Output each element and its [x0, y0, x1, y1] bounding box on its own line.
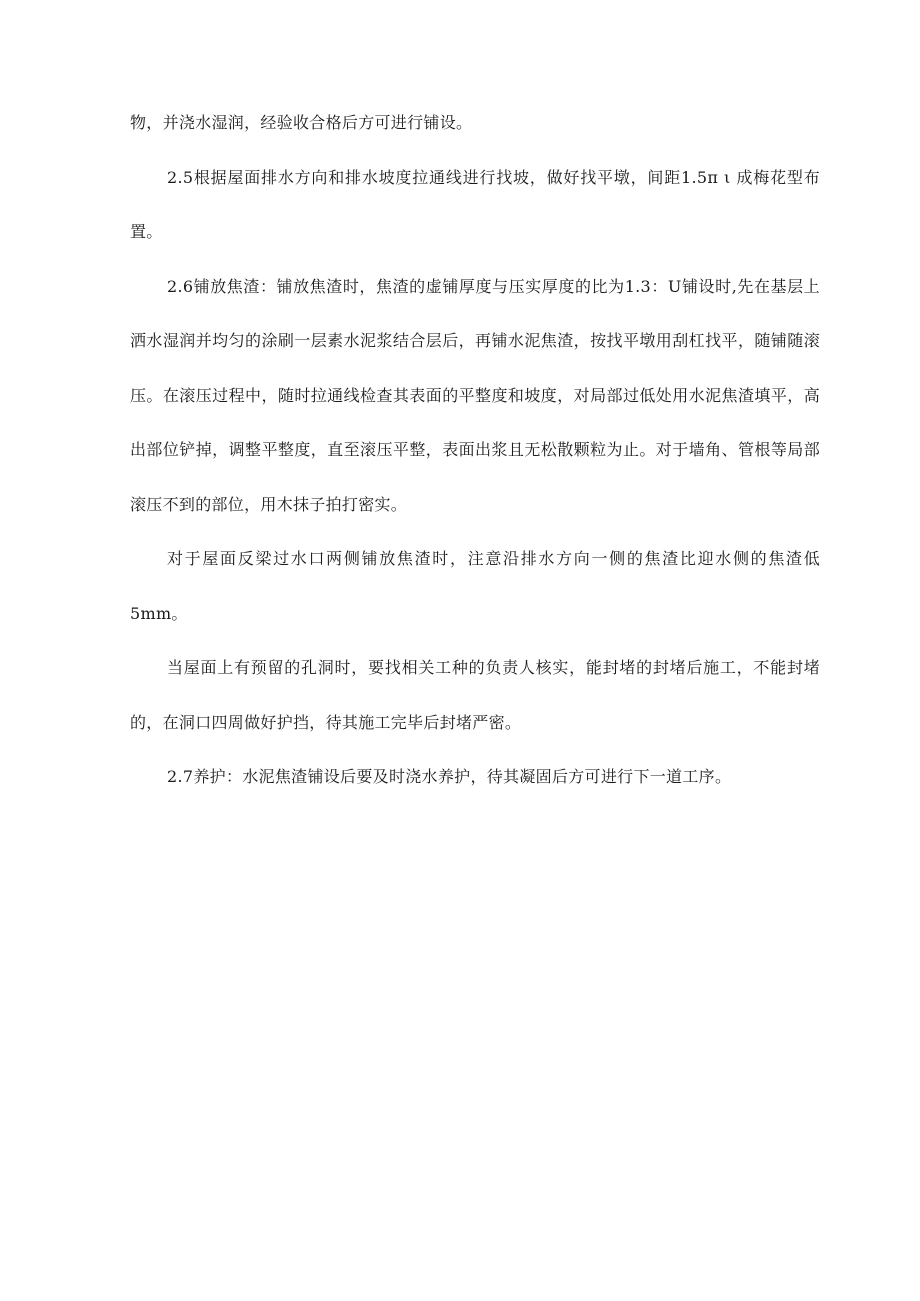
paragraph-2-7-curing: 2.7养护：水泥焦渣铺设后要及时浇水养护，待其凝固后方可进行下一道工序。	[167, 767, 732, 786]
paragraph-continuation: 物，并浇水湿润，经验收合格后方可进行铺设。	[130, 113, 473, 132]
paragraph-reserved-holes: 当屋面上有预留的孔洞时，要找相关工种的负责人核实，能封堵的封堵后施工，不能封堵的，在洞口四周做好护挡，待其施工完毕后封堵严密。	[130, 658, 820, 732]
paragraph-2-6-cinder-laying: 2.6铺放焦渣：铺放焦渣时，焦渣的虚铺厚度与压实厚度的比为1.3：U铺设时,先在基层上洒水湿润并均匀的涂刷一层素水泥浆结合层后，再铺水泥焦渣，按找平墩用刮杠找平，随铺随滚压。在滚压过程中，随时拉通线检查其表面的平整度和坡度，对局部过低处用水泥焦渣填平，高出部位铲掉，调整平整度，直至滚压平整，表面出浆且无松散颗粒为止。对于墙角、管根等局部滚压不到的部位，用木抹子拍打密实。	[130, 276, 820, 514]
document-body	[130, 96, 820, 805]
paragraph-beam-outlet: 对于屋面反梁过水口两侧铺放焦渣时，注意沿排水方向一侧的焦渣比迎水侧的焦渣低5mm。	[130, 549, 820, 623]
paragraph-2-5-slope: 2.5根据屋面排水方向和排水坡度拉通线进行找坡，做好找平墩，间距1.5π ι 成梅花型布置。	[130, 167, 820, 241]
